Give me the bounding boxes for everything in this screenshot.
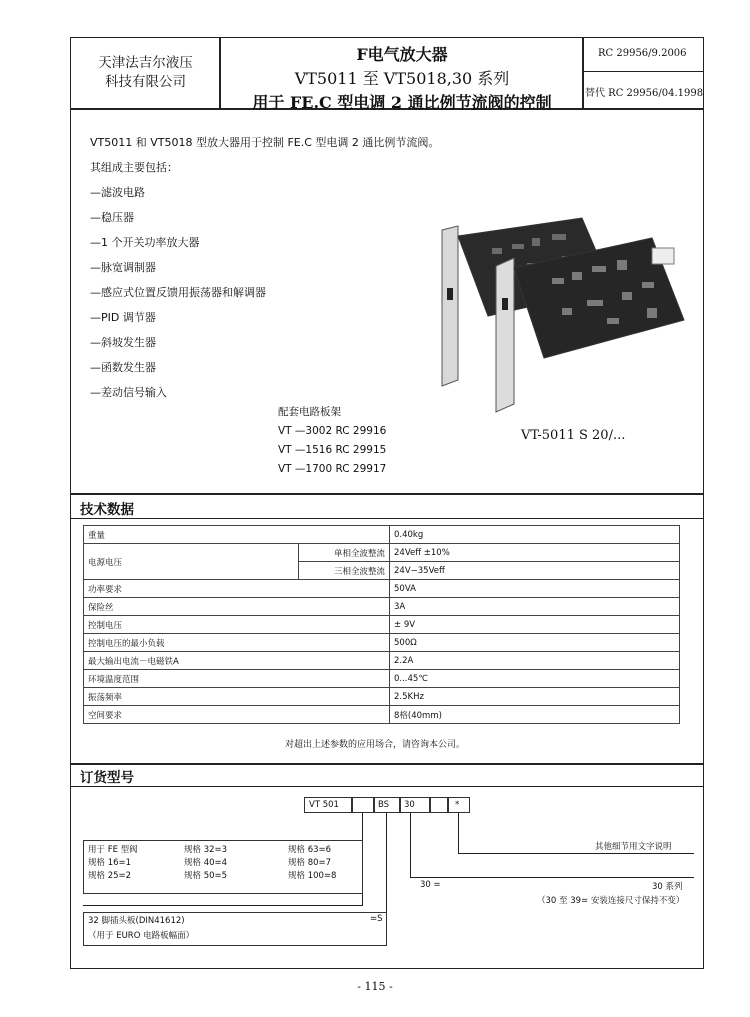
tech-top-rule [70,493,704,495]
component-item: —脉宽调制器 [90,261,156,274]
leader-line [458,853,694,854]
rack-item: VT —3002 RC 29916 [278,425,387,437]
table-row: 功率要求 50VA [84,580,680,598]
series-note: （30 至 39= 安装连接尺寸保持不变） [537,896,685,906]
intro-text [90,130,439,405]
tech-heading: 技术数据 [80,502,134,518]
component-item: —函数发生器 [90,361,156,374]
page-number: - 115 - [357,980,393,993]
component-item: —1 个开关功率放大器 [90,236,200,249]
code-box-other: * [448,797,470,813]
other-details-label: 其他细节用文字说明 [595,842,672,852]
table-row: 环境温度范围 0...45℃ [84,670,680,688]
table-row: 电源电压 单相全波整流 24Veff ±10% [84,544,680,562]
table-row: 振荡频率 2.5KHz [84,688,680,706]
code-box-blank [430,797,448,813]
table-row: 控制电压 ± 9V [84,616,680,634]
leader-line [83,905,363,906]
code-box-model: VT 501 [304,797,352,813]
amplifier-card-photo [432,208,694,420]
leader-line [386,813,387,916]
rc-code: RC 29956/9.2006 [598,48,687,59]
code-box-series: 30 [400,797,430,813]
component-item: —PID 调节器 [90,311,156,324]
order-heading: 订货型号 [80,770,134,786]
rack-item: VT —1700 RC 29917 [278,463,387,475]
table-row: 保险丝 3A [84,598,680,616]
header-rc-divider [582,71,704,72]
table-row: 最大输出电流－电磁铁A 2.2A [84,652,680,670]
tech-data-table [83,525,680,724]
fe-spec: 规格 32=3 [184,845,228,855]
intro-description: VT5011 和 VT5018 型放大器用于控制 FE.C 型电调 2 通比例节流阀。 [90,136,440,149]
company-name: 天津法吉尔液压 科技有限公司 [98,55,193,90]
fe-spec: 规格 100=8 [288,871,337,881]
document-title: F电气放大器 VT5011 至 VT5018,30 系列 用于 FE.C 型电调 2 通比例节流阀的控制 [252,45,552,112]
fe-spec: 规格 16=1 [88,858,132,868]
leader-line [458,813,459,853]
leader-line [410,877,694,878]
component-item: —稳压器 [90,211,134,224]
table-row: 控制电压的最小负载 500Ω [84,634,680,652]
component-item: —斜坡发生器 [90,336,156,349]
replaces-code: 替代 RC 29956/04.1998 [585,88,704,99]
order-heading-rule [70,786,704,787]
series-code: 30 = [420,880,441,890]
connector-line1: 32 脚插头板(DIN41612) [88,916,185,926]
components-heading: 其组成主要包括： [90,161,178,174]
connector-code: =S [370,914,383,924]
component-item: —差动信号输入 [90,386,167,399]
code-box-size [352,797,374,813]
tech-note: 对超出上述参数的应用场合，请咨询本公司。 [284,740,465,750]
rack-heading: 配套电路板架 [278,406,341,418]
rack-list [278,403,386,479]
leader-line [410,813,411,877]
table-row: 三相全波整流 24V−35Veff [84,562,680,580]
order-top-rule [70,763,704,765]
component-item: —感应式位置反馈用振荡器和解调器 [90,286,266,299]
fe-spec: 规格 40=4 [184,858,228,868]
fe-spec: 规格 50=5 [184,871,228,881]
fe-spec: 规格 25=2 [88,871,132,881]
fe-title: 用于 FE 型阀 [88,845,138,855]
fe-spec: 规格 80=7 [288,858,332,868]
series-label: 30 系列 [652,882,683,892]
tech-heading-rule [70,518,704,519]
photo-caption: VT-5011 S 20/... [521,428,626,443]
rack-item: VT —1516 RC 29915 [278,444,387,456]
connector-line2: （用于 EURO 电路板幅面） [88,931,195,941]
table-row: 重量 0.40kg [84,526,680,544]
fe-spec: 规格 63=6 [288,845,332,855]
component-item: —滤波电路 [90,186,145,199]
table-row: 空间要求 8格(40mm) [84,706,680,724]
code-box-bs: BS [374,797,400,813]
